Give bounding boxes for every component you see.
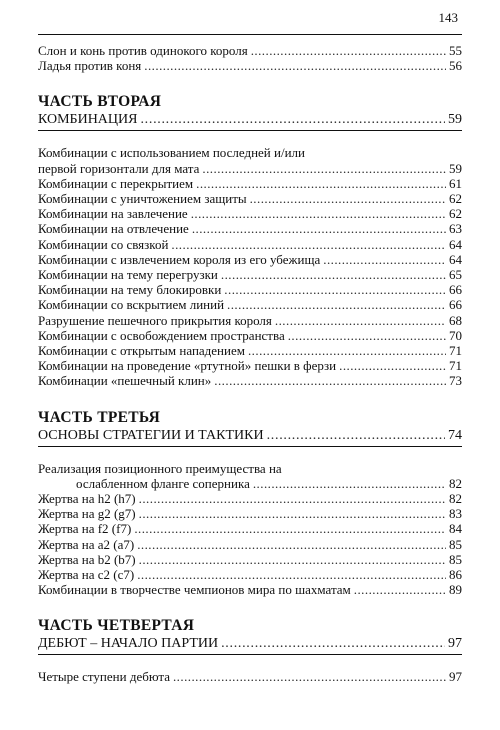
toc-entry-title: Жертва на f2 (f7) — [38, 521, 132, 537]
toc-entry-title: Комбинации на завлечение — [38, 206, 188, 222]
toc-entry-title: Четыре ступени дебюта — [38, 669, 170, 685]
dot-leader — [144, 58, 446, 73]
part4-entries — [38, 669, 462, 684]
dot-leader — [227, 297, 446, 312]
toc-entry-page: 73 — [449, 373, 462, 389]
dot-leader — [288, 328, 446, 343]
toc-entry-page: 66 — [449, 297, 462, 313]
toc-entry-title: Комбинации на отвлечение — [38, 221, 189, 237]
section-page: 59 — [448, 112, 462, 128]
dot-leader — [253, 476, 446, 491]
toc-entry — [38, 267, 462, 282]
toc-entry-page: 68 — [449, 312, 462, 328]
toc-entry-title: Слон и конь против одинокого короля — [38, 43, 248, 58]
toc-entry-page: 82 — [449, 475, 462, 491]
toc-entry-page: 85 — [449, 551, 462, 567]
dot-leader — [250, 191, 446, 206]
section-page: 97 — [448, 636, 462, 652]
toc-entry — [38, 58, 462, 73]
toc-entry-page: 64 — [449, 251, 462, 267]
toc-entry — [38, 221, 462, 236]
dot-leader — [139, 552, 446, 567]
toc-entry-title: первой горизонтали для мата — [38, 160, 200, 176]
toc-entry-title: Комбинации с открытым нападением — [38, 343, 245, 359]
toc-entry-page: 70 — [449, 327, 462, 343]
header-rule — [38, 34, 462, 35]
dot-leader — [137, 537, 446, 552]
toc-entry-page: 71 — [449, 358, 462, 374]
section-page: 74 — [448, 427, 462, 443]
toc-entry — [38, 582, 462, 597]
dot-leader — [196, 176, 446, 191]
section-heading — [38, 427, 462, 447]
dot-leader — [224, 282, 446, 297]
toc-entry — [38, 206, 462, 221]
toc-entry — [38, 282, 462, 297]
dot-leader — [214, 373, 446, 388]
toc-entry-page: 61 — [449, 175, 462, 191]
toc-entry-title: Разрушение пешечного прикрытия короля — [38, 312, 272, 328]
dot-leader — [202, 161, 446, 176]
toc-entry-title: Комбинации с освобождением пространства — [38, 327, 285, 343]
dot-leader — [191, 206, 446, 221]
page-number: 143 — [438, 10, 458, 25]
toc-entry-title: Комбинации со вскрытием линий — [38, 297, 225, 313]
toc-entry-page: 63 — [449, 221, 462, 237]
section-title: КОМБИНАЦИЯ — [38, 112, 138, 128]
dot-leader — [251, 43, 446, 58]
toc-entry — [38, 313, 462, 328]
dot-leader — [137, 567, 446, 582]
section-title: ДЕБЮТ – НАЧАЛО ПАРТИИ — [38, 636, 219, 652]
dot-leader — [339, 358, 446, 373]
toc-entry-page: 82 — [449, 491, 462, 507]
part-heading: ЧАСТЬ ЧЕТВЕРТАЯ — [38, 617, 195, 635]
part-heading: ЧАСТЬ ТРЕТЬЯ — [38, 408, 161, 426]
toc-entry-title: Жертва на h2 (h7) — [38, 491, 136, 507]
toc-entry-title: Жертва на a2 (a7) — [38, 536, 135, 552]
toc-entry — [38, 506, 462, 521]
toc-entry — [38, 161, 462, 176]
dot-leader — [323, 252, 446, 267]
toc-entry-title-line1: Комбинации с использованием последней и/или — [38, 145, 305, 161]
toc-entry-page: 65 — [449, 267, 462, 283]
toc-entry-title: Комбинации с перекрытием — [38, 175, 194, 191]
toc-entry — [38, 237, 462, 252]
part-heading: ЧАСТЬ ВТОРАЯ — [38, 93, 162, 111]
toc-entry-page: 62 — [449, 206, 462, 222]
dot-leader — [134, 521, 446, 536]
toc-entry-page: 64 — [449, 236, 462, 252]
toc-entry — [38, 358, 462, 373]
dot-leader — [221, 267, 446, 282]
toc-entry — [38, 297, 462, 312]
section-heading — [38, 111, 462, 131]
toc-entry-title: Комбинации со связкой — [38, 236, 169, 252]
toc-entry-page: 59 — [449, 160, 462, 176]
toc-entry-title: Жертва на g2 (g7) — [38, 506, 136, 522]
dot-leader — [275, 313, 446, 328]
toc-entry-page: 85 — [449, 536, 462, 552]
part2-entries — [38, 176, 462, 389]
toc-entry-page: 84 — [449, 521, 462, 537]
section-title: ОСНОВЫ СТРАТЕГИИ И ТАКТИКИ — [38, 427, 264, 443]
section-heading — [38, 635, 462, 655]
toc-entry-title: Жертва на c2 (c7) — [38, 567, 135, 583]
dot-leader — [221, 635, 445, 652]
toc-entry-page: 56 — [449, 58, 462, 74]
toc-entry-title: Комбинации на проведение «ртутной» пешки в ферзи — [38, 358, 337, 374]
toc-entry-page: 71 — [449, 343, 462, 359]
toc-entry — [38, 373, 462, 388]
toc-entry-title: Жертва на b2 (b7) — [38, 551, 136, 567]
dot-leader — [354, 582, 446, 597]
toc-entry — [38, 343, 462, 358]
dot-leader — [171, 237, 446, 252]
toc-entry — [38, 521, 462, 536]
toc-entry-page: 55 — [449, 43, 462, 58]
dot-leader — [192, 221, 446, 236]
toc-entry — [38, 43, 462, 58]
toc-entry — [38, 328, 462, 343]
toc-entry-title: Комбинации «пешечный клин» — [38, 373, 212, 389]
toc-entry — [38, 567, 462, 582]
dot-leader — [248, 343, 446, 358]
toc-entry-title: Комбинации на тему перегрузки — [38, 267, 218, 283]
toc-entry-title: Комбинации на тему блокировки — [38, 282, 222, 298]
toc-entry — [38, 252, 462, 267]
table-of-contents — [38, 43, 462, 685]
toc-entry-title: Комбинации с извлечением короля из его убежища — [38, 251, 321, 267]
toc-entry — [38, 669, 462, 684]
toc-entry-title: Комбинации с уничтожением защиты — [38, 191, 247, 207]
toc-entry — [38, 176, 462, 191]
toc-entry — [38, 552, 462, 567]
dot-leader — [139, 506, 446, 521]
toc-entry-page: 86 — [449, 567, 462, 583]
toc-entry-title: ослабленном фланге соперника — [76, 475, 250, 491]
toc-entry-title: Ладья против коня — [38, 58, 142, 74]
toc-entry-page: 97 — [449, 669, 462, 685]
toc-entry-page: 62 — [449, 191, 462, 207]
part3-entries — [38, 491, 462, 597]
toc-entry-page: 89 — [449, 582, 462, 598]
toc-entry — [38, 537, 462, 552]
toc-entry — [38, 476, 462, 491]
toc-entry-title: Комбинации в творчестве чемпионов мира по шахматам — [38, 582, 351, 598]
toc-entry-title-line1: Реализация позиционного преимущества на — [38, 460, 282, 476]
toc-entry-page: 83 — [449, 506, 462, 522]
dot-leader — [173, 669, 446, 684]
toc-entry — [38, 491, 462, 506]
dot-leader — [139, 491, 446, 506]
dot-leader — [140, 111, 445, 128]
dot-leader — [267, 427, 445, 444]
toc-entry — [38, 191, 462, 206]
toc-entry-page: 66 — [449, 282, 462, 298]
